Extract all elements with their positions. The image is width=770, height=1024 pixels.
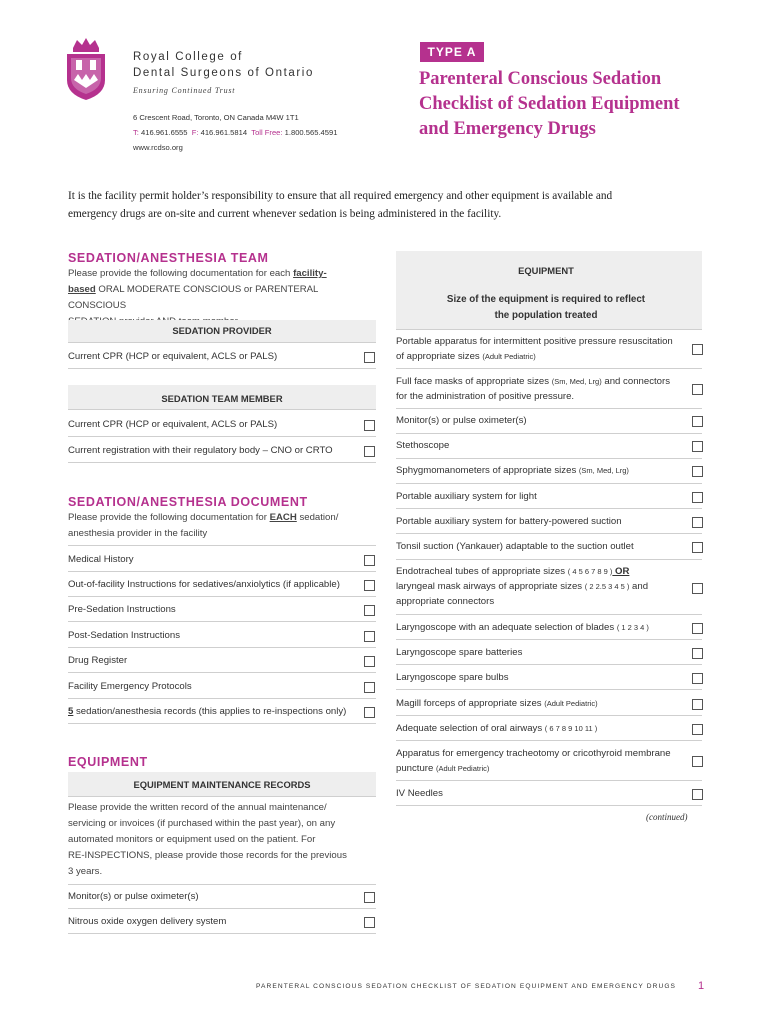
- checkbox[interactable]: [364, 656, 375, 667]
- checklist-item-label: Drug Register: [68, 655, 128, 666]
- checkbox[interactable]: [364, 682, 375, 693]
- checklist-item-label: Apparatus for emergency tracheotomy or cricothyroid membrane puncture (Adult Pediatric): [396, 748, 671, 774]
- checklist-item-label: Current CPR (HCP or equivalent, ACLS or PALS): [68, 351, 278, 362]
- checklist-item-label: Monitor(s) or pulse oximeter(s): [396, 415, 527, 426]
- website-link[interactable]: www.rcdso.org: [133, 143, 183, 152]
- checklist-item-label: Sphygmomanometers of appropriate sizes (Sm, Med, Lrg): [396, 465, 629, 476]
- checklist-item-label: Laryngoscope spare bulbs: [396, 672, 509, 683]
- maintenance-records-heading: EQUIPMENT MAINTENANCE RECORDS: [133, 779, 311, 790]
- document-description: Please provide the following documentation for EACH sedation/ anesthesia provider in the facility: [68, 512, 339, 539]
- checklist-item-label: Magill forceps of appropriate sizes (Adult Pediatric): [396, 698, 598, 709]
- checkbox[interactable]: [364, 892, 375, 903]
- sedation-team-member-heading: SEDATION TEAM MEMBER: [161, 393, 283, 404]
- equipment-heading: EQUIPMENT: [518, 265, 574, 276]
- checkbox[interactable]: [692, 623, 703, 634]
- checkbox[interactable]: [692, 466, 703, 477]
- checkbox[interactable]: [692, 724, 703, 735]
- checkbox[interactable]: [692, 416, 703, 427]
- checkbox[interactable]: [692, 517, 703, 528]
- checklist-item-label: Portable apparatus for intermittent positive pressure resuscitation of appropriate sizes (Adult Pediatric): [396, 336, 673, 362]
- checklist-item-label: 5 sedation/anesthesia records (this applies to re-inspections only): [68, 706, 347, 717]
- checklist-item-label: Current registration with their regulatory body – CNO or CRTO: [68, 445, 333, 456]
- checklist-item-label: Portable auxiliary system for light: [396, 491, 537, 502]
- checklist-item-label: Portable auxiliary system for battery-powered suction: [396, 516, 622, 527]
- intro-paragraph: It is the facility permit holder’s responsibility to ensure that all required emergency and other equipment is available and emergency drugs are on-site and current whenever sedation is being administered in the facility.: [68, 190, 613, 220]
- checkbox[interactable]: [692, 789, 703, 800]
- checklist-item-label: Pre-Sedation Instructions: [68, 604, 176, 615]
- checklist-item-label: Medical History: [68, 554, 134, 565]
- checklist-item-label: Post-Sedation Instructions: [68, 630, 180, 641]
- maintenance-description: Please provide the written record of the annual maintenance/ servicing or invoices (if purchased within the past year), on any automated monitors or equipment used on the patient. For RE-INSPECTIONS, please provide those records for the previous 3 years.: [68, 802, 347, 877]
- checklist-item-label: IV Needles: [396, 788, 443, 799]
- checklist-item-label: Nitrous oxide oxygen delivery system: [68, 916, 227, 927]
- checkbox[interactable]: [692, 648, 703, 659]
- section-heading-equipment: EQUIPMENT: [68, 755, 148, 769]
- street-address: 6 Crescent Road, Toronto, ON Canada M4W 1T1: [133, 113, 299, 122]
- checkbox[interactable]: [364, 446, 375, 457]
- page-number: 1: [698, 980, 705, 992]
- checklist-item-label: Laryngoscope spare batteries: [396, 647, 523, 658]
- checkbox[interactable]: [364, 631, 375, 642]
- continued-note: (continued): [646, 812, 688, 822]
- checklist-item-label: Adequate selection of oral airways ( 6 7 8 9 10 11 ): [396, 723, 598, 734]
- checkbox[interactable]: [692, 441, 703, 452]
- checkbox[interactable]: [692, 492, 703, 503]
- checkbox[interactable]: [364, 605, 375, 616]
- checklist-item-label: Endotracheal tubes of appropriate sizes ( 4 5 6 7 8 9 ) OR laryngeal mask airways of appropriate sizes ( 2 2.5 3 4 5 ) and appropriate connectors: [396, 566, 649, 607]
- checkbox[interactable]: [692, 673, 703, 684]
- checkbox[interactable]: [364, 917, 375, 928]
- phone-line: T: 416.961.6555 F: 416.961.5814 Toll Free: 1.800.565.4591: [133, 128, 338, 137]
- checklist-item-label: Tonsil suction (Yankauer) adaptable to the suction outlet: [396, 541, 634, 552]
- checklist-item-label: Facility Emergency Protocols: [68, 681, 192, 692]
- checkbox[interactable]: [692, 583, 703, 594]
- section-heading-document: SEDATION/ANESTHESIA DOCUMENT: [68, 495, 308, 509]
- sedation-provider-heading: SEDATION PROVIDER: [172, 325, 272, 336]
- footer-title: PARENTERAL CONSCIOUS SEDATION CHECKLIST OF SEDATION EQUIPMENT AND EMERGENCY DRUGS: [256, 983, 677, 990]
- checklist-item-label: Laryngoscope with an adequate selection of blades ( 1 2 3 4 ): [396, 622, 649, 633]
- rcdso-crest-logo: [64, 36, 108, 102]
- checkbox[interactable]: [364, 420, 375, 431]
- checkbox[interactable]: [364, 580, 375, 591]
- checkbox[interactable]: [692, 542, 703, 553]
- checkbox[interactable]: [692, 756, 703, 767]
- equipment-subheading: Size of the equipment is required to reflect the population treated: [446, 294, 646, 321]
- checkbox[interactable]: [692, 699, 703, 710]
- checkbox[interactable]: [692, 344, 703, 355]
- organization-tagline: Ensuring Continued Trust: [133, 86, 236, 95]
- checklist-item-label: Full face masks of appropriate sizes (Sm, Med, Lrg) and connectors for the administration of positive pressure.: [396, 376, 670, 402]
- checklist-item-label: Stethoscope: [396, 440, 450, 451]
- team-description: Please provide the following documentation for each facility- based ORAL MODERATE CONSCIOUS or PARENTERAL CONSCIOUS: [68, 268, 327, 311]
- checkbox[interactable]: [364, 352, 375, 363]
- checkbox[interactable]: [364, 555, 375, 566]
- section-heading-team: SEDATION/ANESTHESIA TEAM: [68, 251, 269, 265]
- checklist-item-label: Monitor(s) or pulse oximeter(s): [68, 891, 199, 902]
- type-badge: TYPE A: [420, 42, 484, 62]
- organization-name: Royal College of Dental Surgeons of Ontario: [133, 51, 314, 79]
- checkbox[interactable]: [364, 707, 375, 718]
- contact-block: [133, 110, 337, 155]
- checkbox[interactable]: [692, 384, 703, 395]
- checklist-item-label: Out-of-facility Instructions for sedatives/anxiolytics (if applicable): [68, 579, 340, 590]
- checklist-item-label: Current CPR (HCP or equivalent, ACLS or PALS): [68, 419, 278, 430]
- document-title: Parenteral Conscious Sedation Checklist of Sedation Equipment and Emergency Drugs: [419, 69, 680, 139]
